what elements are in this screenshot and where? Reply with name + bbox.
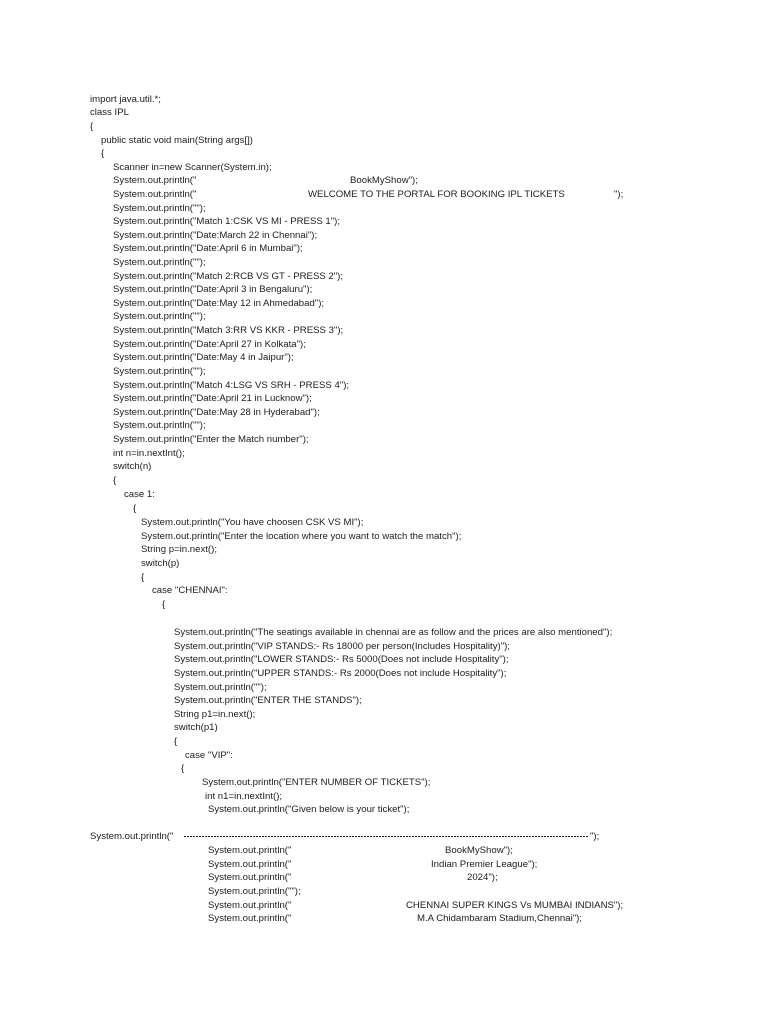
code-line: case 1:	[124, 489, 155, 500]
code-line: System.out.println("You have choosen CSK VS MI");	[141, 517, 364, 528]
code-line: System.out.println("Date:April 27 in Kolkata");	[113, 339, 306, 350]
code-line: System.out.println("	[90, 831, 174, 842]
code-line: {	[101, 148, 105, 159]
code-line-string: M.A Chidambaram Stadium,Chennai");	[417, 913, 582, 924]
code-line: System.out.println("");	[113, 257, 206, 268]
code-line: {	[162, 599, 166, 610]
code-line: System.out.println("Match 4:LSG VS SRH - PRESS 4");	[113, 380, 350, 391]
code-line: int n1=in.nextInt();	[205, 791, 283, 802]
code-line: String p=in.next();	[141, 544, 217, 555]
code-line-string: BookMyShow");	[445, 845, 513, 856]
code-line: System.out.println("ENTER NUMBER OF TICKETS");	[202, 777, 431, 788]
code-line: {	[133, 503, 137, 514]
code-line: public static void main(String args[])	[101, 135, 253, 146]
code-line-string: WELCOME TO THE PORTAL FOR BOOKING IPL TICKETS	[308, 189, 565, 200]
code-line-string: BookMyShow");	[350, 175, 418, 186]
code-line: System.out.println("");	[208, 886, 301, 897]
code-line: System.out.println("Date:April 6 in Mumbai");	[113, 243, 303, 254]
code-line: System.out.println("Match 3:RR VS KKR - PRESS 3");	[113, 325, 344, 336]
code-line: System.out.println("UPPER STANDS:- Rs 2000(Does not include Hospitality");	[174, 668, 507, 679]
code-line: System.out.println("Enter the Match number");	[113, 434, 309, 445]
code-line: case "VIP":	[185, 750, 233, 761]
code-line: System.out.println("The seatings available in chennai are as follow and the prices are also mentioned");	[174, 627, 613, 638]
code-line: System.out.println("LOWER STANDS:- Rs 5000(Does not include Hospitality");	[174, 654, 509, 665]
code-line: {	[113, 475, 117, 486]
code-line: {	[181, 763, 185, 774]
code-line: System.out.println("");	[113, 311, 206, 322]
code-line-string: 2024");	[467, 872, 498, 883]
code-line: System.out.println("	[113, 175, 197, 186]
code-line: class IPL	[90, 107, 129, 118]
code-line: switch(p)	[141, 558, 180, 569]
dashed-separator-string	[184, 836, 588, 837]
code-line: {	[174, 736, 178, 747]
code-line: System.out.println("");	[113, 366, 206, 377]
code-line: System.out.println("");	[174, 682, 267, 693]
code-line: import java.util.*;	[90, 94, 161, 105]
code-line: System.out.println("VIP STANDS:- Rs 18000 per person(Includes Hospitality)");	[174, 641, 510, 652]
code-line: System.out.println("	[208, 859, 292, 870]
code-line: case "CHENNAI":	[152, 585, 228, 596]
code-line-string: Indian Premier League");	[431, 859, 538, 870]
code-line: System.out.println("");	[113, 420, 206, 431]
code-line: System.out.println("	[208, 872, 292, 883]
code-line: System.out.println("ENTER THE STANDS");	[174, 695, 362, 706]
code-line: switch(p1)	[174, 722, 218, 733]
code-line: System.out.println("Match 2:RCB VS GT - PRESS 2");	[113, 271, 344, 282]
code-line: Scanner in=new Scanner(System.in);	[113, 162, 272, 173]
code-line: switch(n)	[113, 461, 152, 472]
code-line: System.out.println("Date:May 12 in Ahmedabad");	[113, 298, 325, 309]
code-line: System.out.println("Date:April 21 in Lucknow");	[113, 393, 312, 404]
code-line: System.out.println("");	[113, 203, 206, 214]
code-line: System.out.println("	[208, 845, 292, 856]
code-line: {	[141, 572, 145, 583]
code-line-string: ");	[590, 831, 600, 842]
code-line: System.out.println("	[208, 900, 292, 911]
code-line: System.out.println("Date:April 3 in Bengaluru");	[113, 284, 313, 295]
code-line: System.out.println("	[113, 189, 197, 200]
code-line: String p1=in.next();	[174, 709, 256, 720]
code-line: System.out.println("Date:May 4 in Jaipur");	[113, 352, 294, 363]
code-line: System.out.println("Date:March 22 in Chennai");	[113, 230, 318, 241]
code-line: {	[90, 121, 94, 132]
code-line: System.out.println("Date:May 28 in Hyderabad");	[113, 407, 320, 418]
code-line: int n=in.nextInt();	[113, 448, 185, 459]
code-line: System.out.println("Enter the location where you want to watch the match");	[141, 531, 462, 542]
code-line: System.out.println("Given below is your ticket");	[208, 804, 410, 815]
code-line-string: CHENNAI SUPER KINGS Vs MUMBAI INDIANS");	[406, 900, 624, 911]
code-line: System.out.println("Match 1:CSK VS MI - PRESS 1");	[113, 216, 341, 227]
code-line-string: ");	[614, 189, 624, 200]
code-line: System.out.println("	[208, 913, 292, 924]
